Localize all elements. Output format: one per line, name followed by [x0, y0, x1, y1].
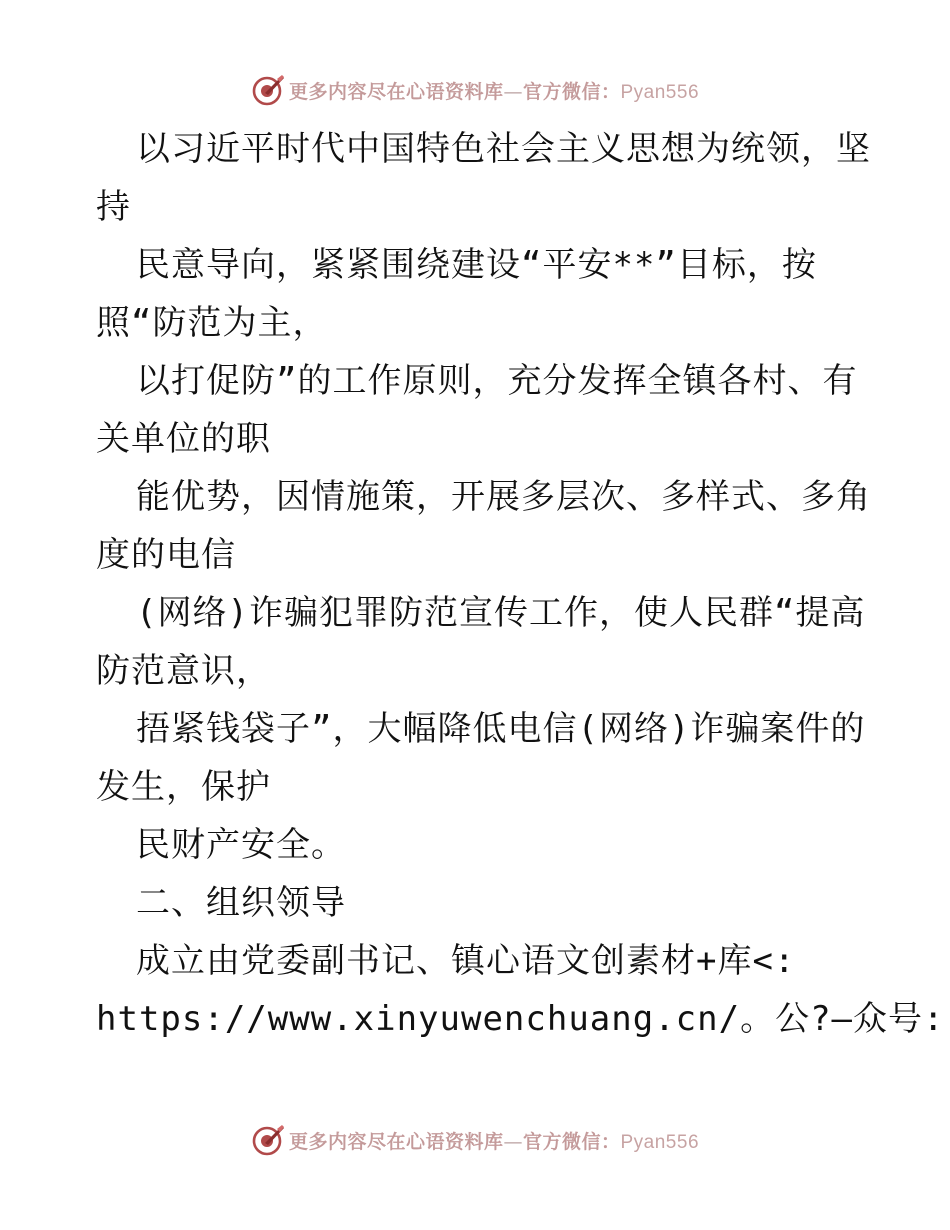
text-line: 照“防范为主， [96, 303, 328, 343]
watermark-text [289, 77, 699, 104]
watermark-separator: — [503, 80, 523, 103]
quill-logo-icon [251, 73, 285, 107]
watermark-wechat-id: Pyan556 [620, 1131, 700, 1153]
watermark-title: 更多内容尽在心语资料库 [288, 80, 504, 103]
watermark-wechat-label: 官方微信： [522, 1130, 621, 1153]
watermark-wechat-label: 官方微信： [522, 80, 621, 103]
text-line: 成立由党委副书记、镇心语文创素材+库<: [136, 941, 796, 981]
text-line: 持 [96, 187, 131, 227]
header-watermark [0, 70, 950, 110]
watermark-title: 更多内容尽在心语资料库 [288, 1130, 504, 1153]
text-line: 防范意识， [96, 651, 271, 691]
footer-watermark [0, 1120, 950, 1160]
text-line: 关单位的职 [96, 419, 271, 459]
text-line: https://www.xinyuwenchuang.cn/。公?—众号: [96, 999, 945, 1039]
quill-logo-icon [251, 1123, 285, 1157]
watermark-text [289, 1127, 699, 1154]
watermark-wechat-id: Pyan556 [620, 81, 700, 103]
text-line: 度的电信 [96, 535, 236, 575]
watermark-separator: — [503, 1130, 523, 1153]
document-body [96, 120, 945, 1048]
section-heading: 二、组织领导 [136, 883, 346, 923]
text-line: 以习近平时代中国特色社会主义思想为统领，坚 [136, 129, 871, 169]
text-line: 捂紧钱袋子”，大幅降低电信(网络)诈骗案件的 [136, 709, 866, 749]
text-line: 以打促防”的工作原则，充分发挥全镇各村、有 [136, 361, 858, 401]
text-line: (网络)诈骗犯罪防范宣传工作，使人民群“提高 [136, 593, 866, 633]
text-line: 民财产安全。 [136, 825, 346, 865]
text-line: 民意导向，紧紧围绕建设“平安**”目标，按 [136, 245, 817, 285]
text-line: 能优势，因情施策，开展多层次、多样式、多角 [136, 477, 871, 517]
text-line: 发生，保护 [96, 767, 271, 807]
